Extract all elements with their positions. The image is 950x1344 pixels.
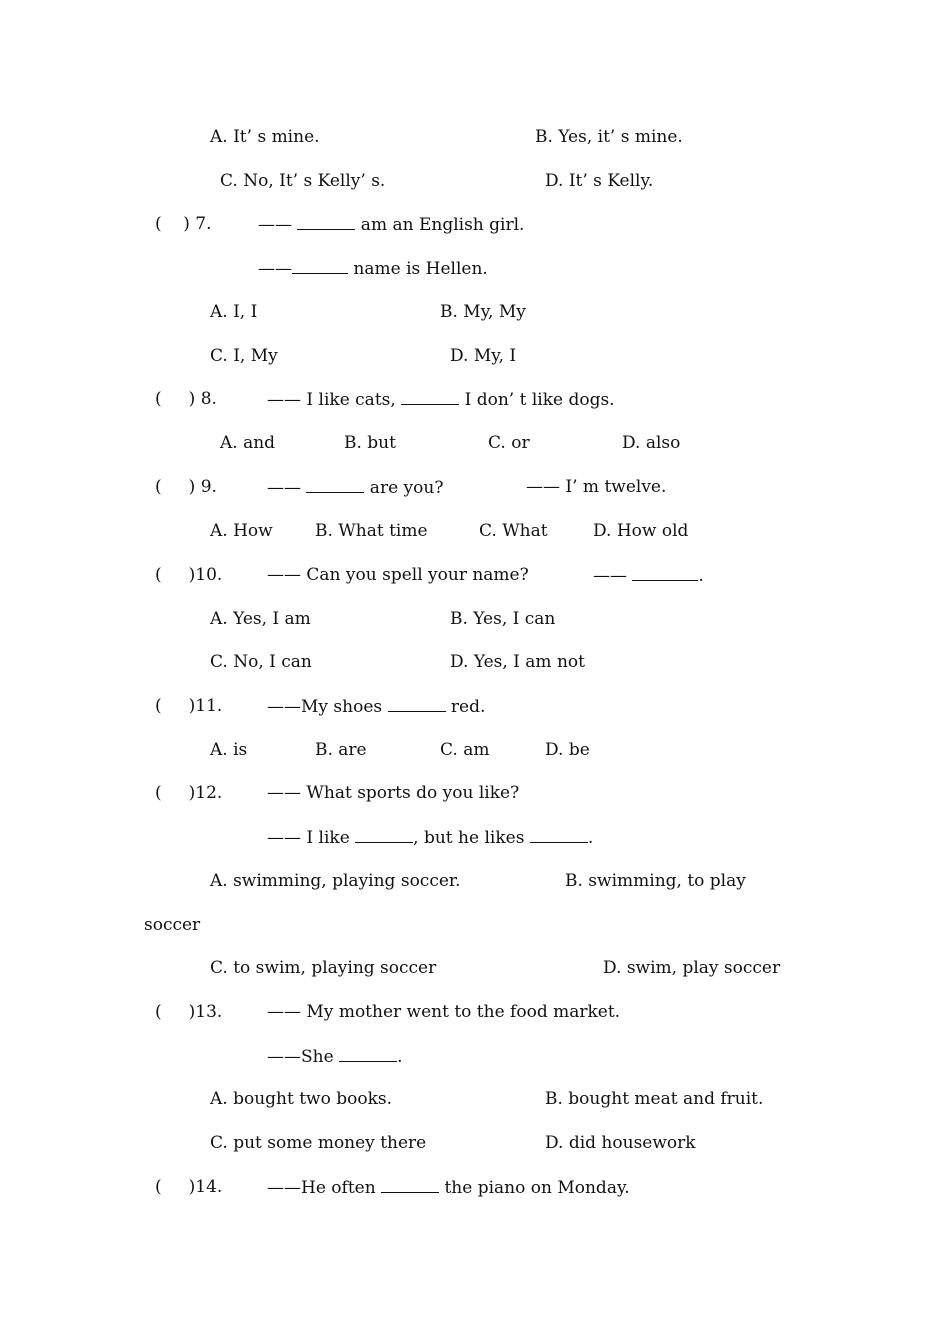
q13-option-b: B. bought meat and fruit. xyxy=(545,1089,764,1109)
q7-line2-pre: —— xyxy=(258,259,292,279)
q10-answer-post: . xyxy=(698,566,704,586)
q7-line1-pre: —— xyxy=(258,215,298,235)
q11-option-d: D. be xyxy=(545,740,590,760)
q9-post: are you? xyxy=(364,478,444,498)
q11-pre: ——My shoes xyxy=(267,697,388,717)
q7-option-b: B. My, My xyxy=(440,302,526,322)
q7-blank-2 xyxy=(292,257,348,274)
q13-question: —— My mother went to the food market. xyxy=(267,1002,621,1022)
q11-number: ( )11. xyxy=(155,696,223,716)
q11-post: red. xyxy=(445,697,486,717)
q9-option-c: C. What xyxy=(479,521,548,541)
q8-option-c: C. or xyxy=(488,433,530,453)
q9-question xyxy=(267,476,443,499)
q12-option-d: D. swim, play soccer xyxy=(603,958,781,978)
q14-blank xyxy=(381,1176,439,1193)
q8-blank xyxy=(401,388,459,405)
q10-option-a: A. Yes, I am xyxy=(210,609,311,629)
q6-option-b: B. Yes, it’ s mine. xyxy=(535,127,683,147)
q10-option-d: D. Yes, I am not xyxy=(450,652,585,672)
q9-blank xyxy=(306,476,364,493)
q12-line2-mid: , but he likes xyxy=(413,828,530,848)
q14-question xyxy=(267,1176,630,1199)
q8-pre: —— I like cats, xyxy=(267,390,402,410)
q8-question xyxy=(267,388,615,411)
q9-option-b: B. What time xyxy=(315,521,428,541)
q9-pre: —— xyxy=(267,478,307,498)
q13-line2-post: . xyxy=(397,1047,403,1067)
q12-line2-post: . xyxy=(587,828,594,848)
q7-line1-post: am an English girl. xyxy=(355,215,525,235)
q11-question xyxy=(267,695,485,718)
q7-option-a: A. I, I xyxy=(210,302,258,322)
q12-option-b-continued: soccer xyxy=(144,915,201,935)
q12-line2-pre: —— I like xyxy=(267,828,356,848)
q12-option-c: C. to swim, playing soccer xyxy=(210,958,437,978)
q8-post: I don’ t like dogs. xyxy=(459,390,615,410)
q12-number: ( )12. xyxy=(155,783,223,803)
q8-option-b: B. but xyxy=(344,433,396,453)
q11-option-c: C. am xyxy=(440,740,490,760)
q14-post: the piano on Monday. xyxy=(439,1178,630,1198)
q11-option-a: A. is xyxy=(210,740,248,760)
q12-response xyxy=(267,826,593,849)
q13-line2-pre: ——She xyxy=(267,1047,340,1067)
q12-option-a: A. swimming, playing soccer. xyxy=(210,871,461,891)
q12-blank-2 xyxy=(530,826,588,843)
q6-option-c: C. No, It’ s Kelly’ s. xyxy=(220,171,386,191)
q10-answer-pre: —— xyxy=(593,566,633,586)
q11-blank xyxy=(388,695,446,712)
q10-question: —— Can you spell your name? xyxy=(267,565,529,585)
q7-option-d: D. My, I xyxy=(450,346,517,366)
q9-number: ( ) 9. xyxy=(155,477,217,497)
q14-pre: ——He often xyxy=(267,1178,382,1198)
q7-number: ( ) 7. xyxy=(155,214,212,234)
q10-option-c: C. No, I can xyxy=(210,652,312,672)
q9-answer: —— I’ m twelve. xyxy=(526,477,667,497)
q10-option-b: B. Yes, I can xyxy=(450,609,556,629)
q12-option-b: B. swimming, to play xyxy=(565,871,746,891)
q13-option-c: C. put some money there xyxy=(210,1133,427,1153)
q13-response xyxy=(267,1045,402,1068)
q9-option-a: A. How xyxy=(210,521,273,541)
q13-number: ( )13. xyxy=(155,1002,223,1022)
q8-option-d: D. also xyxy=(622,433,681,453)
q10-blank xyxy=(632,564,698,581)
q12-question: —— What sports do you like? xyxy=(267,783,520,803)
q12-blank-1 xyxy=(355,826,413,843)
q10-number: ( )10. xyxy=(155,565,223,585)
q7-line2-post: name is Hellen. xyxy=(348,259,488,279)
q10-answer xyxy=(593,564,704,587)
q11-option-b: B. are xyxy=(315,740,367,760)
q7-option-c: C. I, My xyxy=(210,346,278,366)
q9-option-d: D. How old xyxy=(593,521,689,541)
q13-option-a: A. bought two books. xyxy=(210,1089,393,1109)
q8-number: ( ) 8. xyxy=(155,389,217,409)
q6-option-a: A. It’ s mine. xyxy=(210,127,320,147)
q8-option-a: A. and xyxy=(220,433,276,453)
q6-option-d: D. It’ s Kelly. xyxy=(545,171,654,191)
q13-blank xyxy=(339,1045,397,1062)
q7-blank-1 xyxy=(297,213,355,230)
q13-option-d: D. did housework xyxy=(545,1133,696,1153)
q7-response xyxy=(258,257,488,280)
q14-number: ( )14. xyxy=(155,1177,223,1197)
q7-question xyxy=(258,213,524,236)
